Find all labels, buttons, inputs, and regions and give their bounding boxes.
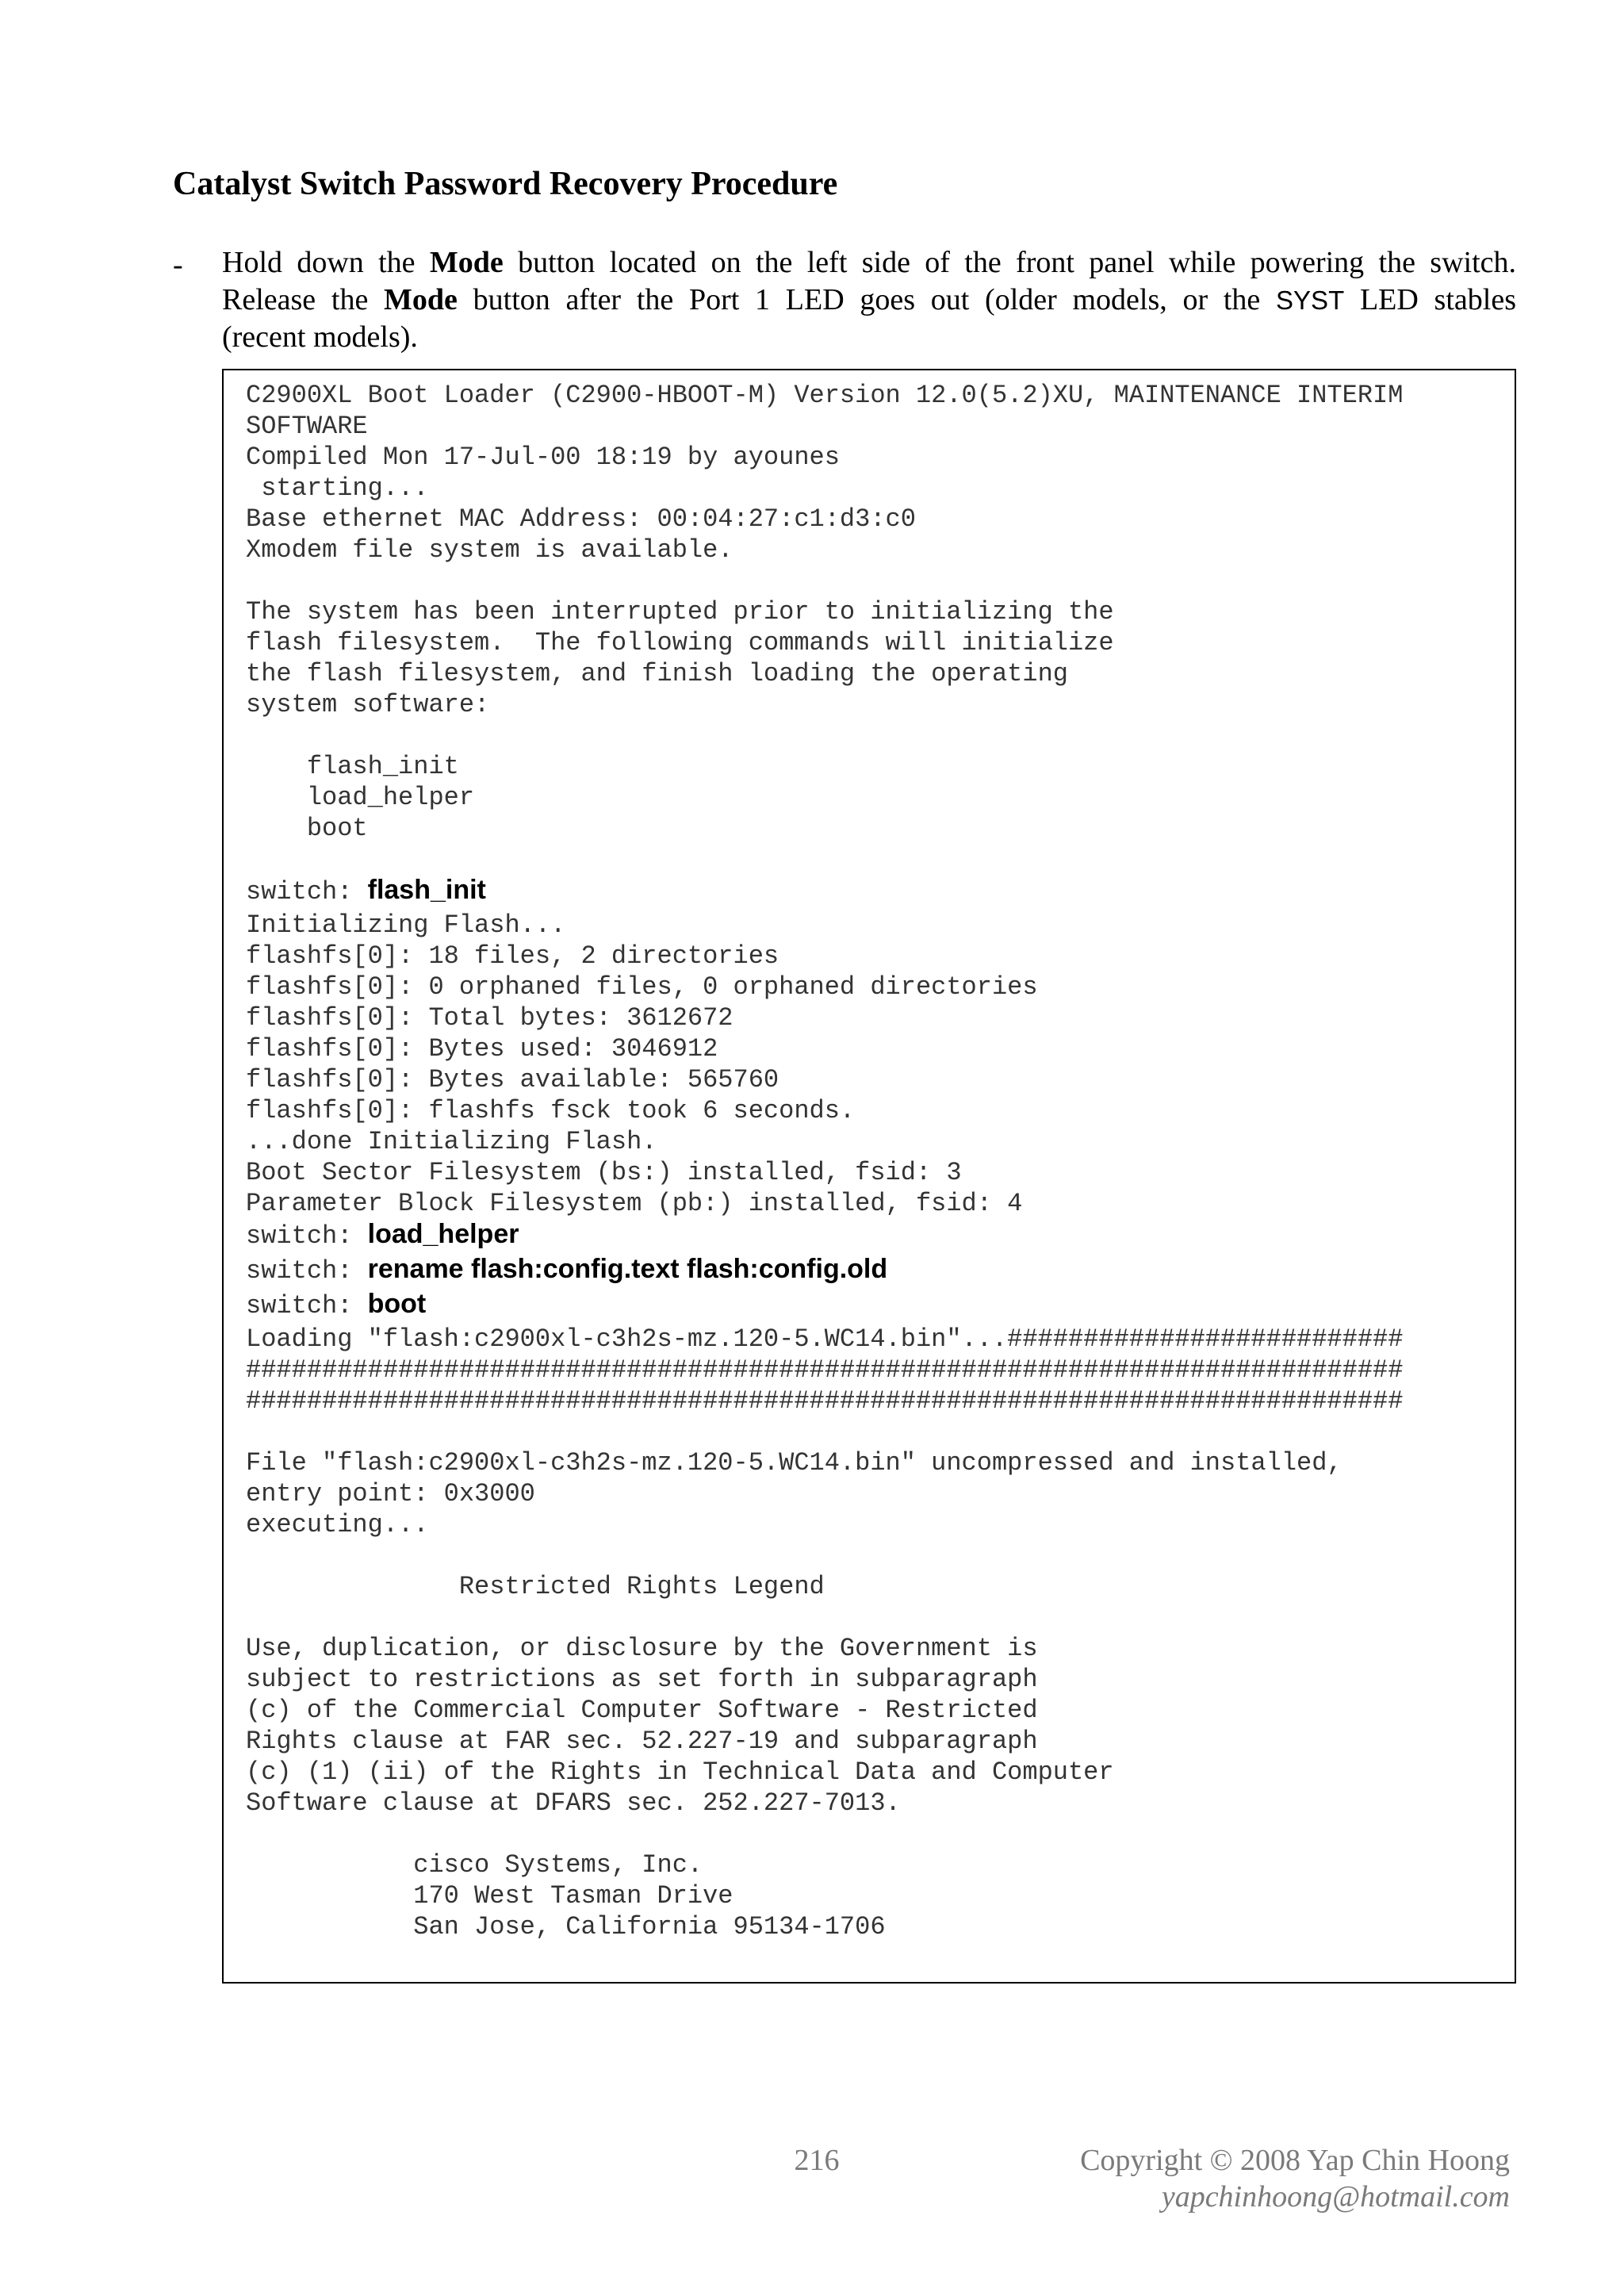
console-line	[246, 1788, 1507, 1819]
console-line-text: 170 West Tasman Drive	[246, 1881, 733, 1911]
console-line	[246, 1416, 1507, 1447]
console-line-text: Initializing Flash...	[246, 910, 566, 940]
console-output-box	[222, 369, 1516, 1984]
console-line	[246, 1571, 1507, 1602]
console-line-text: Boot Sector Filesystem (bs:) installed, fsid: 3	[246, 1158, 962, 1187]
console-line	[246, 1188, 1507, 1219]
console-line	[246, 1478, 1507, 1509]
console-line	[246, 1355, 1507, 1386]
console-line-text: Compiled Mon 17-Jul-00 18:19 by ayounes	[246, 443, 840, 472]
console-line	[246, 627, 1507, 658]
console-line-text: flashfs[0]: Bytes used: 3046912	[246, 1034, 718, 1064]
console-line	[246, 1819, 1507, 1849]
console-line	[246, 473, 1507, 504]
console-line	[246, 1602, 1507, 1633]
console-line	[246, 1880, 1507, 1911]
mode-keyword: Mode	[429, 246, 504, 279]
console-line	[246, 1664, 1507, 1695]
console-line-text: executing...	[246, 1510, 429, 1539]
console-line-text: switch:	[246, 877, 368, 907]
console-line	[246, 941, 1507, 972]
console-command: rename flash:config.text flash:config.old	[367, 1254, 888, 1284]
text-run: Release the	[222, 283, 385, 316]
console-line-text: flashfs[0]: 0 orphaned files, 0 orphaned directories	[246, 972, 1038, 1002]
console-line	[246, 411, 1507, 442]
console-line	[246, 1033, 1507, 1064]
step-line-2	[222, 282, 1516, 319]
console-line	[246, 1064, 1507, 1095]
console-line	[246, 1219, 1507, 1254]
console-line	[246, 535, 1507, 565]
console-line	[246, 565, 1507, 596]
console-line-text: flashfs[0]: 18 files, 2 directories	[246, 941, 779, 971]
step-line-3: (recent models).	[222, 320, 418, 354]
console-line-text: C2900XL Boot Loader (C2900-HBOOT-M) Version 12.0(5.2)XU, MAINTENANCE INTERIM	[246, 381, 1404, 410]
console-line-text: File "flash:c2900xl-c3h2s-mz.120-5.WC14.bin" uncompressed and installed,	[246, 1448, 1342, 1478]
console-line	[246, 782, 1507, 813]
console-line	[246, 1633, 1507, 1664]
console-line-text: San Jose, California 95134-1706	[246, 1912, 886, 1941]
console-line	[246, 1254, 1507, 1289]
mode-keyword: Mode	[384, 283, 458, 316]
console-line-text: load_helper	[246, 783, 475, 812]
console-line-text: ############################################################################	[246, 1355, 1404, 1385]
console-line	[246, 1911, 1507, 1942]
console-line	[246, 689, 1507, 720]
console-line	[246, 1386, 1507, 1416]
console-line	[246, 1540, 1507, 1571]
console-line-text: system software:	[246, 690, 490, 719]
console-line-text: Software clause at DFARS sec. 252.227-7013.	[246, 1788, 901, 1818]
console-line-text: ...done Initializing Flash.	[246, 1127, 657, 1156]
console-text	[246, 380, 1507, 1942]
console-line	[246, 1509, 1507, 1540]
console-line	[246, 380, 1507, 411]
console-line-text: SOFTWARE	[246, 412, 368, 441]
author-email: yapchinhoong@hotmail.com	[1161, 2180, 1510, 2214]
console-line	[246, 1289, 1507, 1324]
console-line	[246, 442, 1507, 473]
console-line-text: switch:	[246, 1256, 368, 1286]
console-line-text: boot	[246, 814, 368, 843]
console-line	[246, 813, 1507, 844]
console-line-text: entry point: 0x3000	[246, 1479, 535, 1508]
console-line	[246, 1757, 1507, 1788]
console-line-text: Restricted Rights Legend	[246, 1572, 825, 1601]
console-line	[246, 1002, 1507, 1033]
console-line	[246, 1849, 1507, 1880]
console-line	[246, 1324, 1507, 1355]
console-line	[246, 1157, 1507, 1188]
console-command: load_helper	[367, 1219, 519, 1249]
text-run: LED stables	[1344, 283, 1516, 316]
console-line-text: ############################################################################	[246, 1386, 1404, 1416]
console-line	[246, 596, 1507, 627]
text-run: button after the Port 1 LED goes out (older models, or the	[457, 283, 1277, 316]
console-line-text: cisco Systems, Inc.	[246, 1850, 703, 1880]
console-line-text: Use, duplication, or disclosure by the Government is	[246, 1634, 1038, 1663]
console-line-text: (c) of the Commercial Computer Software - Restricted	[246, 1696, 1038, 1725]
console-line	[246, 720, 1507, 751]
syst-keyword: SYST	[1276, 286, 1345, 315]
console-line	[246, 751, 1507, 782]
console-line	[246, 1695, 1507, 1726]
console-line-text: starting...	[246, 473, 429, 503]
copyright-notice: Copyright © 2008 Yap Chin Hoong	[1080, 2144, 1510, 2177]
console-line-text: Xmodem file system is available.	[246, 535, 733, 565]
step-paragraph	[222, 244, 1516, 356]
console-command: boot	[367, 1289, 427, 1319]
page-title: Catalyst Switch Password Recovery Procedure	[173, 166, 838, 202]
console-line-text: flashfs[0]: flashfs fsck took 6 seconds.	[246, 1096, 856, 1125]
console-line-text: (c) (1) (ii) of the Rights in Technical Data and Computer	[246, 1757, 1114, 1787]
console-line-text: subject to restrictions as set forth in subparagraph	[246, 1665, 1038, 1694]
console-line-text: switch:	[246, 1221, 368, 1251]
console-line	[246, 1126, 1507, 1157]
console-line	[246, 972, 1507, 1002]
console-line-text: flash_init	[246, 752, 459, 781]
console-line-text: switch:	[246, 1291, 368, 1320]
page-number: 216	[794, 2144, 840, 2177]
console-command: flash_init	[367, 875, 486, 905]
console-line	[246, 844, 1507, 875]
console-line-text: Parameter Block Filesystem (pb:) installed, fsid: 4	[246, 1189, 1023, 1218]
console-line	[246, 1726, 1507, 1757]
console-line	[246, 1447, 1507, 1478]
console-line-text: flashfs[0]: Bytes available: 565760	[246, 1065, 779, 1094]
console-line-text: The system has been interrupted prior to initializing the	[246, 597, 1114, 627]
console-line	[246, 1095, 1507, 1126]
step-line-1	[222, 244, 1516, 282]
list-bullet: -	[173, 248, 183, 282]
text-run: Hold down the	[222, 246, 430, 279]
console-line-text: flash filesystem. The following commands will initialize	[246, 628, 1114, 657]
console-line	[246, 658, 1507, 689]
console-line-text: the flash filesystem, and finish loading the operating	[246, 659, 1068, 688]
console-line-text: Base ethernet MAC Address: 00:04:27:c1:d3:c0	[246, 504, 916, 534]
console-line-text: Rights clause at FAR sec. 52.227-19 and subparagraph	[246, 1727, 1038, 1756]
console-line	[246, 504, 1507, 535]
console-line-text: flashfs[0]: Total bytes: 3612672	[246, 1003, 733, 1033]
console-line	[246, 910, 1507, 941]
console-line-text: Loading "flash:c2900xl-c3h2s-mz.120-5.WC14.bin"...##########################	[246, 1324, 1404, 1354]
text-run: button located on the left side of the front panel while powering the switch.	[503, 246, 1516, 279]
console-line	[246, 875, 1507, 910]
